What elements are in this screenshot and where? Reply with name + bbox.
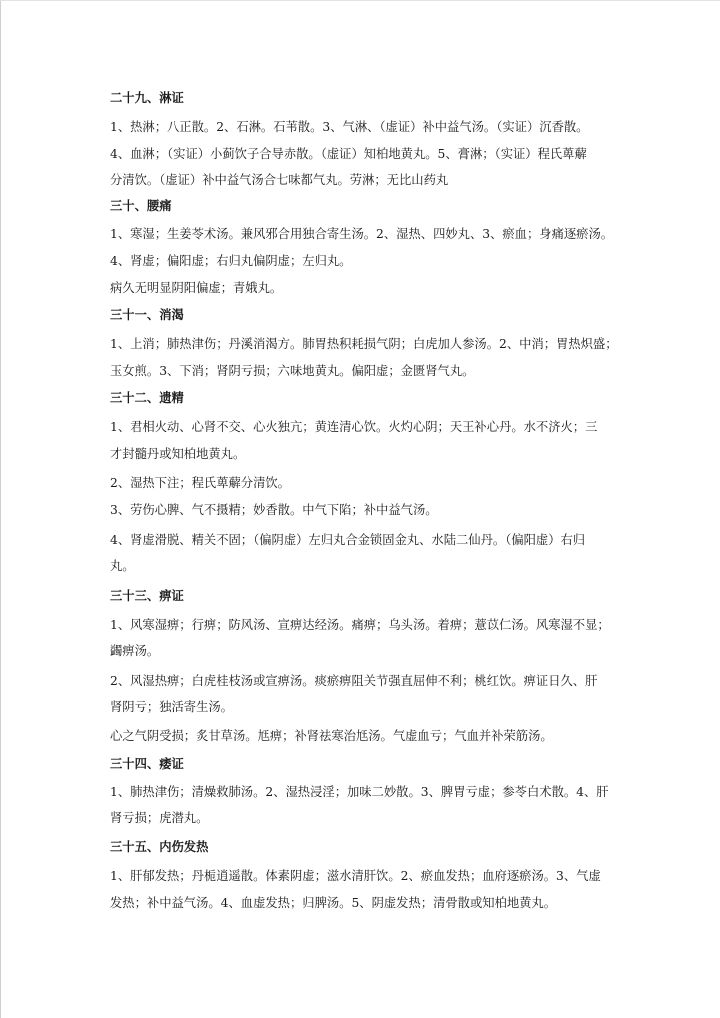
text-line: 1、肺热津伤；清燥救肺汤。2、湿热浸淫；加味二妙散。3、脾胃亏虚；参苓白术散。4、肝 xyxy=(110,785,609,799)
text-line: 蠲痹汤。 xyxy=(110,644,160,658)
text-line: 病久无明显阴阳偏虚；青娥丸。 xyxy=(110,281,283,295)
text-line: 心之气阴受损；炙甘草汤。尪痹；补肾祛寒治尪汤。气虚血亏；气血并补荣筋汤。 xyxy=(110,729,553,743)
text-line: 发热；补中益气汤。4、血虚发热；归脾汤。5、阴虚发热；清骨散或知柏地黄丸。 xyxy=(110,896,557,910)
text-line: 3、劳伤心脾、气不摄精；妙香散。中气下陷；补中益气汤。 xyxy=(110,503,438,517)
text-line: 丸。 xyxy=(110,559,135,573)
section-heading: 二十九、淋证 xyxy=(110,90,184,105)
section-heading: 三十五、内伤发热 xyxy=(110,839,209,854)
text-line: 4、肾虚；偏阳虚；右归丸偏阴虚；左归丸。 xyxy=(110,254,352,268)
text-line: 1、风寒湿痹；行痹；防风汤、宣痹达经汤。痛痹；乌头汤。着痹；薏苡仁汤。风寒湿不显； xyxy=(110,618,610,632)
section-heading: 三十、腰痛 xyxy=(110,198,172,213)
page-edge-top xyxy=(0,0,720,1)
text-line: 1、上消；肺热津伤；丹溪消渴方。肺胃热积耗损气阴；白虎加人参汤。2、中消；胃热炽盛； xyxy=(110,337,618,351)
text-line: 才封髓丹或知柏地黄丸。 xyxy=(110,447,246,461)
page-edge-left xyxy=(0,0,1,1018)
text-line: 1、热淋；八正散。2、石淋。石苇散。3、气淋、（虚证）补中益气汤。（实证）沉香散。 xyxy=(110,120,589,134)
text-line: 4、血淋；（实证）小蓟饮子合导赤散。（虚证）知柏地黄丸。5、膏淋；（实证）程氏萆薢 xyxy=(110,147,587,161)
text-line: 肾亏损；虎潜丸。 xyxy=(110,811,209,825)
text-line: 1、肝郁发热；丹栀逍遥散。体素阴虚；滋水清肝饮。2、瘀血发热；血府逐瘀汤。3、气虚 xyxy=(110,869,601,883)
text-line: 玉女煎。3、下消；肾阴亏损；六味地黄丸。偏阳虚；金匮肾气丸。 xyxy=(110,364,475,378)
section-heading: 三十一、消渴 xyxy=(110,307,184,322)
text-line: 分清饮。（虚证）补中益气汤合七味都气丸。劳淋；无比山药丸 xyxy=(110,173,449,187)
text-line: 1、君相火动、心肾不交、心火独亢；黄连清心饮。火灼心阴；天王补心丹。水不济火；三 xyxy=(110,420,598,434)
section-heading: 三十四、痿证 xyxy=(110,756,184,771)
text-line: 4、肾虚滑脱、精关不固；（偏阴虚）左归丸合金锁固金丸、水陆二仙丹。（偏阳虚）右归 xyxy=(110,533,586,547)
text-line: 肾阴亏；独活寄生汤。 xyxy=(110,700,233,714)
section-heading: 三十二、遗精 xyxy=(110,390,184,405)
text-line: 2、风湿热痹；白虎桂枝汤或宣痹汤。痰瘀痹阻关节强直屈伸不利；桃红饮。痹证日久、肝 xyxy=(110,674,598,688)
text-line: 2、湿热下注；程氏萆薢分清饮。 xyxy=(110,476,290,490)
text-line: 1、寒湿；生姜苓术汤。兼风邪合用独合寄生汤。2、湿热、四妙丸、3、瘀血；身痛逐瘀汤。 xyxy=(110,227,614,241)
section-heading: 三十三、痹证 xyxy=(110,588,184,603)
